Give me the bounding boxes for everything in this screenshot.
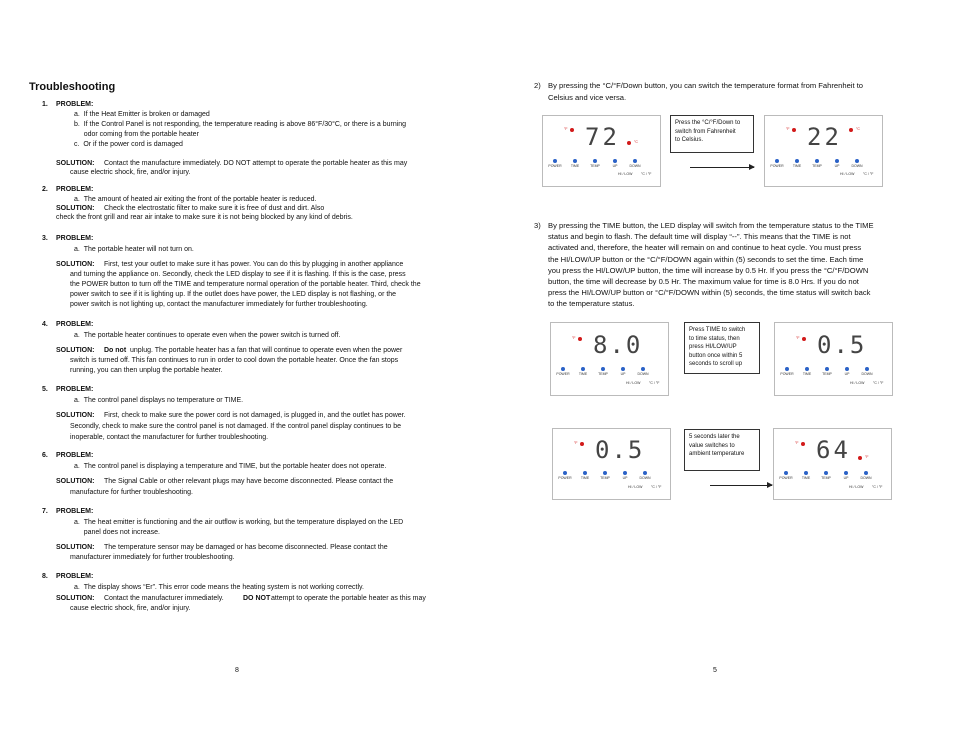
- led-display-value: 0.5: [595, 436, 645, 464]
- step-text: Celsius and vice versa.: [548, 93, 627, 102]
- problem-line: a. The portable heater will not turn on.: [74, 246, 194, 253]
- up-button[interactable]: UP: [605, 159, 625, 168]
- solution-text: check the front grill and rear air intake to make sure it is not being blocked by any kind of debris.: [56, 214, 353, 221]
- solution-text: First, check to make sure the power cord is not damaged, is plugged in, and the outlet has power.: [104, 412, 406, 419]
- indicator-led: [570, 128, 574, 132]
- control-panel: °F 8.0 POWER TIME TEMP UP DOWN HI / LOW °C / °F: [550, 322, 669, 396]
- led-display: [585, 125, 620, 149]
- solution-text: First, test your outlet to make sure it has power. You can do this by plugging in another appliance: [104, 261, 404, 268]
- item-number: 3.: [42, 235, 48, 242]
- down-button[interactable]: DOWN: [635, 471, 655, 480]
- problem-label: PROBLEM:: [56, 321, 94, 328]
- solution-text: running, you can then unplug the portable heater.: [70, 367, 223, 374]
- solution-text: Secondly, check to make sure the control panel is not damaged. If the control panel display continues to be: [70, 423, 402, 430]
- up-button[interactable]: UP: [827, 159, 847, 168]
- arrow-icon: [690, 167, 754, 168]
- problem-line: panel does not increase.: [74, 529, 160, 536]
- hilow-label: HI / LOW: [626, 381, 641, 385]
- power-button[interactable]: POWER: [555, 471, 575, 480]
- up-button[interactable]: UP: [613, 367, 633, 376]
- power-button[interactable]: POWER: [767, 159, 787, 168]
- problem-line: odor coming from the portable heater: [74, 131, 199, 138]
- cf-label: °C / °F: [863, 172, 874, 176]
- led-display-value: 8.0: [593, 331, 643, 359]
- solution-emphasis: DO NOT: [243, 595, 271, 602]
- led-display-value: 72: [585, 123, 620, 151]
- problem-line: a. If the Heat Emitter is broken or damaged: [74, 111, 210, 118]
- time-button[interactable]: TIME: [573, 367, 593, 376]
- step-text: to the temperature status.: [548, 299, 635, 308]
- control-panel: °F 22 °C POWER TIME TEMP UP DOWN HI / LOW °C / °F: [764, 115, 883, 187]
- time-button[interactable]: TIME: [575, 471, 595, 480]
- solution-label: SOLUTION:: [56, 160, 95, 167]
- power-button[interactable]: POWER: [545, 159, 565, 168]
- time-button[interactable]: TIME: [796, 471, 816, 480]
- solution-text: Check the electrostatic filter to make sure it is free of dust and dirt. Also: [104, 205, 325, 212]
- step-text: the HI/LOW/UP button or the °C/°F/DOWN again within (5) seconds to set the time. Each time: [548, 255, 864, 264]
- hilow-label: HI / LOW: [840, 172, 855, 176]
- solution-text: unplug. The portable heater has a fan that will continue to operate even when the power: [130, 347, 403, 354]
- cf-label: °C / °F: [641, 172, 652, 176]
- up-button[interactable]: UP: [837, 367, 857, 376]
- down-button[interactable]: DOWN: [857, 367, 877, 376]
- down-button[interactable]: DOWN: [856, 471, 876, 480]
- callout: Press the °C/°F/Down to switch from Fahrenheit to Celsius.: [670, 115, 754, 153]
- arrow-icon: [710, 485, 772, 486]
- item-number: 5.: [42, 386, 48, 393]
- power-button[interactable]: POWER: [777, 367, 797, 376]
- solution-text: The Signal Cable or other relevant plugs may have become disconnected. Please contact the: [104, 478, 394, 485]
- problem-line: a. The portable heater continues to operate even when the power switch is turned off.: [74, 332, 341, 339]
- temp-button[interactable]: TEMP: [817, 367, 837, 376]
- step-text: you press the HI/LOW/UP button, the time will increase by 0.5 Hr. If you press the °C/°F/DOWN: [548, 266, 869, 275]
- solution-label: SOLUTION:: [56, 595, 95, 602]
- problem-line: a. The amount of heated air exiting the front of the portable heater is reduced.: [74, 196, 317, 203]
- led-display-value: 22: [807, 123, 842, 151]
- led-display-value: 64: [816, 436, 851, 464]
- item-number: 1.: [42, 101, 48, 108]
- problem-label: PROBLEM:: [56, 386, 94, 393]
- cf-label: °C / °F: [651, 485, 662, 489]
- indicator-led: [627, 141, 631, 145]
- solution-text: inoperable, contact the manufacturer for further troubleshooting.: [70, 434, 269, 441]
- hilow-label: HI / LOW: [850, 381, 865, 385]
- item-number: 7.: [42, 508, 48, 515]
- solution-text: cause electric shock, fire, and/or injury.: [70, 605, 191, 612]
- down-button[interactable]: DOWN: [847, 159, 867, 168]
- item-number: 4.: [42, 321, 48, 328]
- time-button[interactable]: TIME: [797, 367, 817, 376]
- problem-line: a. The control panel displays no temperature or TIME.: [74, 397, 244, 404]
- item-number: 6.: [42, 452, 48, 459]
- cf-label: °C / °F: [873, 381, 884, 385]
- time-button[interactable]: TIME: [787, 159, 807, 168]
- page-number: 8: [235, 667, 239, 674]
- item-number: 2.: [42, 186, 48, 193]
- step-text: By pressing the TIME button, the LED display will switch from the temperature status to the TIME: [548, 221, 874, 230]
- step-text: press the HI/LOW/UP button or °C/°F/DOWN within (5) seconds, the time status will switch back: [548, 288, 871, 297]
- hilow-label: HI / LOW: [618, 172, 633, 176]
- solution-text: the POWER button to turn off the TIME and temperature normal operation of the portable heater. Third, check the: [70, 281, 421, 288]
- page-title: Troubleshooting: [29, 81, 116, 93]
- solution-text: manufacture for further troubleshooting.: [70, 489, 193, 496]
- temp-button[interactable]: TEMP: [816, 471, 836, 480]
- problem-label: PROBLEM:: [56, 573, 94, 580]
- temp-button[interactable]: TEMP: [807, 159, 827, 168]
- step-text: activated and, therefore, the heater will remain on and continue to heat cycle. You must press: [548, 243, 862, 252]
- problem-line: a. The control panel is displaying a temperature and TIME, but the portable heater does not operate.: [74, 463, 387, 470]
- problem-label: PROBLEM:: [56, 101, 94, 108]
- up-button[interactable]: UP: [615, 471, 635, 480]
- item-number: 8.: [42, 573, 48, 580]
- led-display-value: 0.5: [817, 331, 867, 359]
- solution-text: and turning the appliance on. Secondly, check the LED display to see if it is flashing. If this is the case, press: [70, 271, 406, 278]
- solution-text: Contact the manufacturer immediately.: [104, 595, 224, 602]
- solution-label: SOLUTION:: [56, 261, 95, 268]
- problem-label: PROBLEM:: [56, 186, 94, 193]
- problem-line: b. If the Control Panel is not responding, the temperature reading is above 86°F/30°C, or there is a burning: [74, 121, 407, 128]
- solution-label: SOLUTION:: [56, 544, 95, 551]
- step-number: 2): [534, 81, 541, 90]
- step-text: status and begin to flash. The default time will display “--”. This means that the TIME is not: [548, 232, 851, 241]
- problem-label: PROBLEM:: [56, 508, 94, 515]
- solution-text: Contact the manufacture immediately. DO NOT attempt to operate the portable heater as this may: [104, 160, 408, 167]
- power-button[interactable]: POWER: [776, 471, 796, 480]
- problem-label: PROBLEM:: [56, 452, 94, 459]
- solution-text: switch is turned off. This fan continues to run in order to cool down the portable heater. Once the fan stops: [70, 357, 399, 364]
- solution-text: The temperature sensor may be damaged or has become disconnected. Please contact the: [104, 544, 388, 551]
- solution-label: SOLUTION:: [56, 347, 95, 354]
- control-panel: °F 64 °F POWER TIME TEMP UP DOWN HI / LOW °C / °F: [773, 428, 892, 500]
- page-number: 5: [713, 667, 717, 674]
- solution-label: SOLUTION:: [56, 478, 95, 485]
- hilow-label: HI / LOW: [849, 485, 864, 489]
- led-display: [595, 438, 644, 462]
- problem-line: a. The display shows “Er”. This error code means the heating system is not working correctly.: [74, 584, 364, 591]
- led-display: [593, 333, 642, 357]
- solution-emphasis: Do not: [104, 347, 127, 354]
- problem-label: PROBLEM:: [56, 235, 94, 242]
- callout: Press TIME to switch to time status, then press HI/LOW/UP button once within 5 seconds to scroll up: [684, 322, 760, 374]
- up-button[interactable]: UP: [836, 471, 856, 480]
- solution-text: attempt to operate the portable heater as this may: [271, 595, 426, 602]
- solution-text: power switch is not lighting up, contact the manufacturer immediately for further troubleshooting.: [70, 301, 368, 308]
- cf-label: °C / °F: [649, 381, 660, 385]
- hilow-label: HI / LOW: [628, 485, 643, 489]
- problem-line: a. The heat emitter is functioning and the air outflow is working, but the temperature displayed on the LED: [74, 519, 404, 526]
- control-panel: °F 0.5 POWER TIME TEMP UP DOWN HI / LOW °C / °F: [552, 428, 671, 500]
- step-number: 3): [534, 221, 541, 230]
- time-button[interactable]: TIME: [565, 159, 585, 168]
- step-text: By pressing the °C/°F/Down button, you can switch the temperature format from Fahrenheit to: [548, 81, 864, 90]
- solution-text: power switch to see if it is lighting up. If the outlet does have power, the LED display is not flashing, or the: [70, 291, 397, 298]
- power-button[interactable]: POWER: [553, 367, 573, 376]
- problem-line: c. Or if the power cord is damaged: [74, 141, 183, 148]
- solution-label: SOLUTION:: [56, 205, 95, 212]
- led-display: [817, 333, 866, 357]
- led-display: [807, 125, 842, 149]
- solution-text: manufacturer immediately for further troubleshooting.: [70, 554, 235, 561]
- temp-button[interactable]: TEMP: [593, 367, 613, 376]
- down-button[interactable]: DOWN: [625, 159, 645, 168]
- temp-button[interactable]: TEMP: [595, 471, 615, 480]
- control-panel: °F 72 °C POWER TIME TEMP UP DOWN HI / LOW °C / °F: [542, 115, 661, 187]
- solution-label: SOLUTION:: [56, 412, 95, 419]
- led-display: [816, 438, 851, 462]
- callout: 5 seconds later the value switches to ambient temperature: [684, 429, 760, 471]
- step-text: button, the time will decrease by 0.5 Hr. The maximum value for time is 8.0 Hrs. If you do not: [548, 277, 859, 286]
- temp-button[interactable]: TEMP: [585, 159, 605, 168]
- solution-text: cause electric shock, fire, and/or injury.: [70, 169, 191, 176]
- control-panel: °F 0.5 POWER TIME TEMP UP DOWN HI / LOW °C / °F: [774, 322, 893, 396]
- down-button[interactable]: DOWN: [633, 367, 653, 376]
- cf-label: °C / °F: [872, 485, 883, 489]
